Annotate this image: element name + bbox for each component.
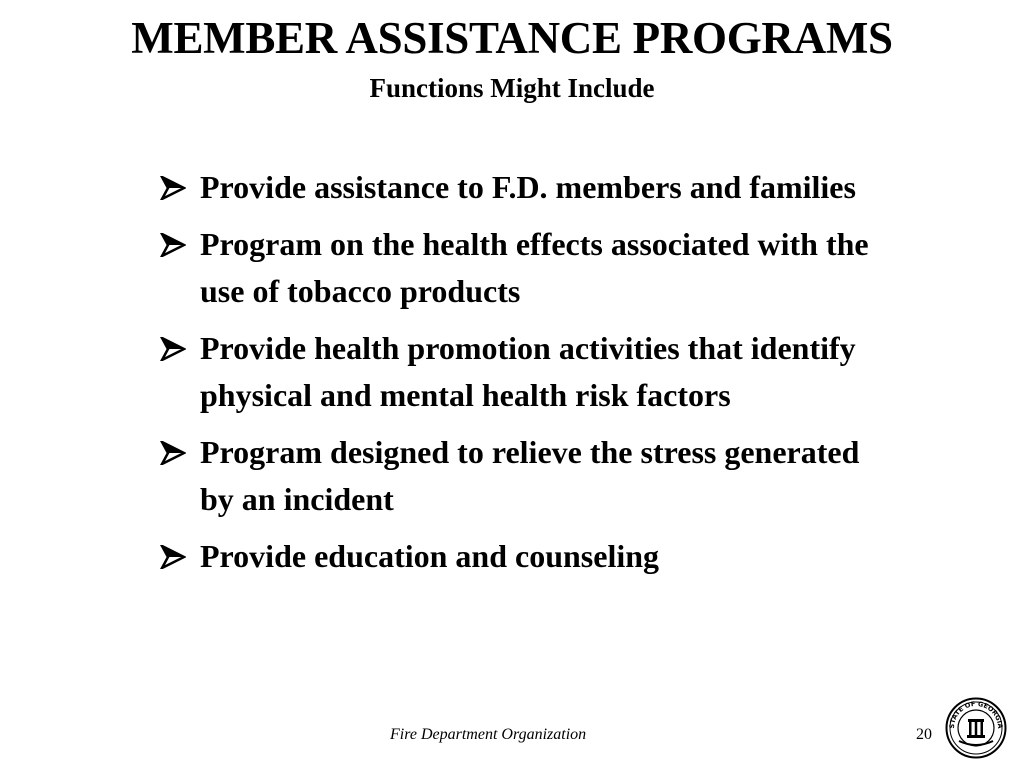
bullet-text: Provide health promotion activities that identify physical and mental health risk factors (200, 330, 856, 413)
arrow-bullet-icon (160, 441, 186, 465)
state-seal-icon (945, 697, 1007, 759)
slide-title: MEMBER ASSISTANCE PROGRAMS (131, 13, 893, 63)
bullet-text: Program on the health effects associated with the use of tobacco products (200, 226, 869, 309)
bullet-item (160, 429, 900, 523)
arrow-bullet-icon (160, 176, 186, 200)
bullet-text: Provide education and counseling (200, 538, 660, 574)
bullet-text: Provide assistance to F.D. members and families (200, 169, 856, 205)
bullet-item (160, 533, 900, 580)
arrow-bullet-icon (160, 545, 186, 569)
bullet-list (160, 164, 900, 590)
page-number: 20 (916, 726, 932, 743)
arrow-bullet-icon (160, 233, 186, 257)
bullet-item (160, 164, 900, 211)
bullet-item (160, 325, 900, 419)
seal-text: STATE OF GEORGIA (947, 699, 1005, 729)
footer-label: Fire Department Organization (390, 726, 587, 743)
bullet-text: Program designed to relieve the stress generated by an incident (200, 434, 860, 517)
slide-subtitle: Functions Might Include (369, 73, 655, 103)
bullet-item (160, 221, 900, 315)
arrow-bullet-icon (160, 337, 186, 361)
